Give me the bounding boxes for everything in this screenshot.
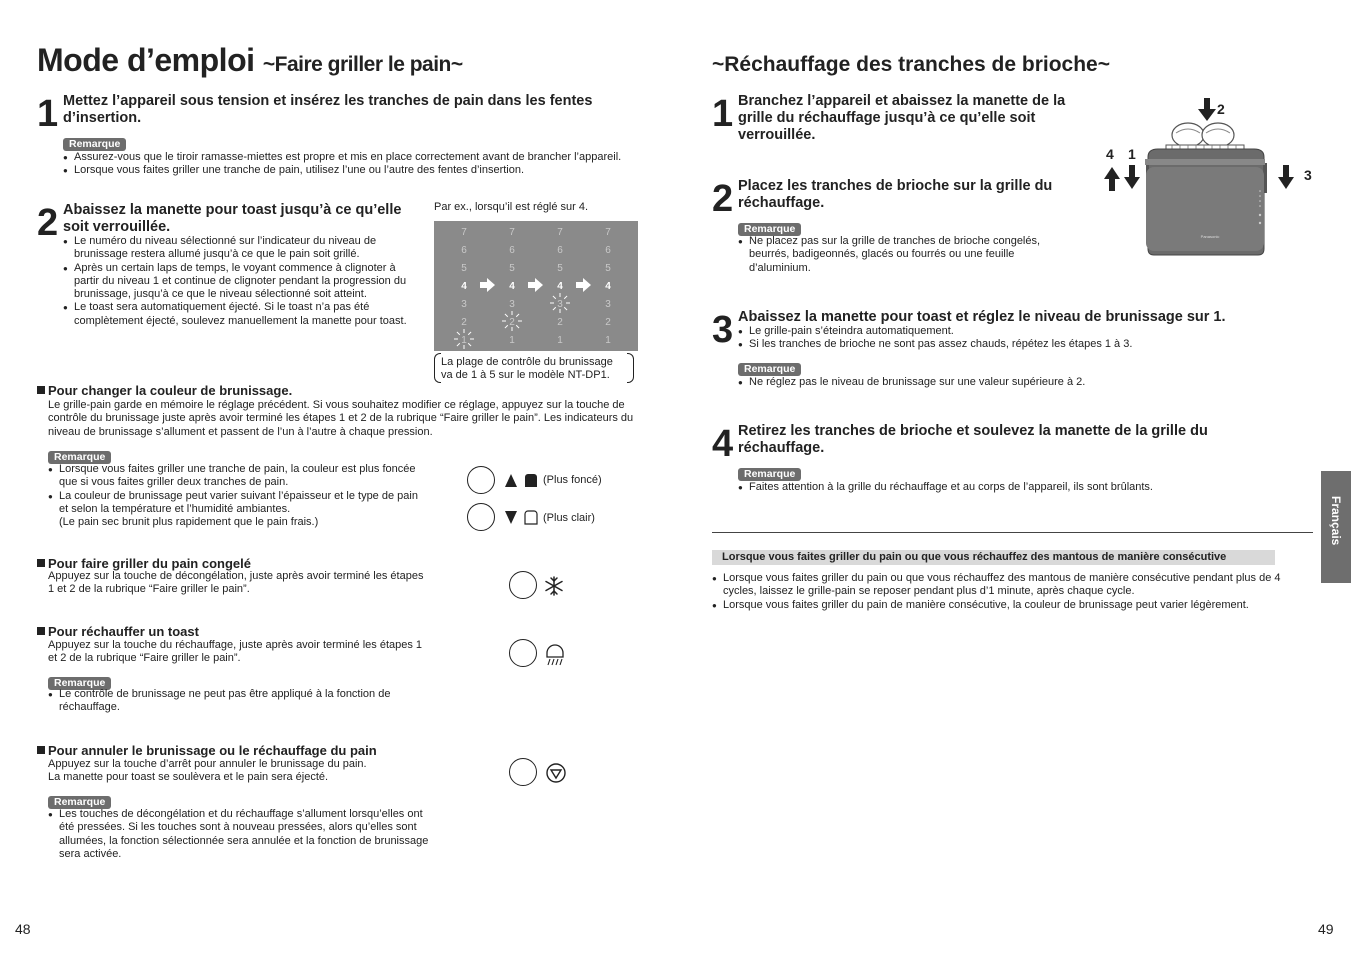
arrow-up-4-icon <box>1104 167 1120 191</box>
figure-label-1: 1 <box>1128 146 1136 162</box>
frozen-section-title <box>37 556 251 571</box>
panel-level-4: 4 <box>461 281 467 292</box>
page-number-right: 49 <box>1318 921 1334 937</box>
panel-level-5: 5 <box>461 263 467 274</box>
arrow-down-1-icon <box>1124 165 1140 189</box>
darker-label: (Plus foncé) <box>543 474 602 486</box>
list-item: ● Lorsque vous faites griller du pain de manière consécutive, la couleur de brunissage peut varier légèrement. <box>712 599 1302 612</box>
remarque-badge: Remarque <box>63 138 126 151</box>
r-step-3-bullets <box>738 325 1278 352</box>
stop-button-circle <box>509 758 537 786</box>
step-1-bullets <box>63 151 623 178</box>
list-item: ● Lorsque vous faites griller une tranche de pain, utilisez l’une ou l’autre des fentes d’insertion. <box>63 164 623 177</box>
list-item: ● Après un certain laps de temps, le voyant commence à clignoter à partir du niveau 1 et continue de clignoter pendant la progression du brunissage, jusqu’à ce que le niveau sélectionné soit atteint. <box>63 262 423 302</box>
figure-label-4: 4 <box>1106 146 1114 162</box>
cancel-body: Appuyez sur la touche d’arrêt pour annuler le brunissage du pain. La manette pour toast se soulèvera et le pain sera éjecté. <box>48 758 367 784</box>
list-item: ● Le grille-pain s’éteindra automatiquement. <box>738 325 1278 338</box>
brioche-buns <box>1172 123 1234 147</box>
step-1-number: 1 <box>37 93 58 135</box>
panel-level-3: 3 <box>509 299 515 310</box>
stop-icon <box>545 762 567 784</box>
step-1-title: Mettez l’appareil sous tension et insérez les tranches de pain dans les fentes d’insertion. <box>63 93 593 126</box>
r-step-4-number: 4 <box>712 423 733 465</box>
panel-level-2: 2 <box>509 317 515 328</box>
example-caption: Par ex., lorsqu’il est réglé sur 4. <box>434 201 589 213</box>
r-step-2-bullets <box>738 235 1073 275</box>
panel-level-3: 3 <box>461 299 467 310</box>
remarque-badge: Remarque <box>48 677 111 690</box>
color-body: Le grille-pain garde en mémoire le réglage précédent. Si vous souhaitez modifier ce réglage, appuyez sur la touche de contrôle du brunissage juste après avoir terminé les étapes 1 et 2 de la rubrique “Faire griller le pain”. Les indicateurs du niveau de brunissage s’allument et passent de l’un à l’autre à chaque pression. <box>48 399 634 438</box>
panel-level-7: 7 <box>461 227 467 238</box>
paren-left <box>434 353 441 383</box>
r-step-3-note-bullets <box>738 376 1278 389</box>
panel-level-7: 7 <box>605 227 611 238</box>
panel-level-1: 1 <box>557 335 563 346</box>
side-tab-label: Français <box>1329 496 1343 546</box>
r-step-2-number: 2 <box>712 178 733 220</box>
remarque-badge: Remarque <box>738 468 801 481</box>
r-step-3-title: Abaissez la manette pour toast et réglez le niveau de brunissage sur 1. <box>738 309 1226 325</box>
defrost-button-circle <box>509 571 537 599</box>
frozen-title-text: Pour faire griller du pain congelé <box>48 556 251 571</box>
list-item: ● Le numéro du niveau sélectionné sur l’indicateur du niveau de brunissage restera allumé jusqu’à ce que le pain soit grillé. <box>63 235 423 262</box>
frozen-body: Appuyez sur la touche de décongélation, juste après avoir terminé les étapes 1 et 2 de la rubrique “Faire griller le pain”. <box>48 570 424 596</box>
remarque-badge: Remarque <box>738 363 801 376</box>
panel-level-5: 5 <box>509 263 515 274</box>
panel-level-4: 4 <box>509 281 515 292</box>
figure-label-3: 3 <box>1304 167 1312 183</box>
darker-button-circle <box>467 466 495 494</box>
language-side-tab <box>1321 471 1351 583</box>
panel-level-1: 1 <box>509 335 515 346</box>
cancel-bullets <box>48 808 433 861</box>
consecutive-bullets <box>712 572 1302 612</box>
panel-level-1: 1 <box>461 335 467 346</box>
page-title <box>37 42 463 79</box>
remarque-badge: Remarque <box>48 451 111 464</box>
r-step-4-note <box>738 464 801 482</box>
panel-level-6: 6 <box>461 245 467 256</box>
panel-level-5: 5 <box>605 263 611 274</box>
panel-level-1: 1 <box>605 335 611 346</box>
title-main: Mode d’emploi <box>37 42 255 78</box>
reheat-bullets <box>48 688 428 715</box>
lighter-button-circle <box>467 503 495 531</box>
arrow-down-2-icon <box>1198 98 1216 121</box>
list-item: ● Lorsque vous faites griller une tranche de pain, la couleur est plus foncée que si vous faites griller deux tranches de pain. <box>48 463 428 490</box>
reheat-title-text: Pour réchauffer un toast <box>48 624 199 639</box>
r-step-2-title: Placez les tranches de brioche sur la grille du réchauffage. <box>738 178 1053 211</box>
panel-level-5: 5 <box>557 263 563 274</box>
list-item: ● La couleur de brunissage peut varier suivant l’épaisseur et le type de pain et selon la température et l’humidité ambiantes. (Le pain sec brunit plus rapidement que le pain frais.) <box>48 490 428 530</box>
panel-caption-box <box>434 353 634 383</box>
paren-right <box>627 353 634 383</box>
remarque-badge: Remarque <box>738 223 801 236</box>
lighter-icon <box>504 509 540 525</box>
browning-indicator-panel <box>434 221 638 351</box>
r-step-1-number: 1 <box>712 93 733 135</box>
arrow-down-3-icon <box>1278 165 1294 189</box>
consecutive-heading: Lorsque vous faites griller du pain ou que vous réchauffez des mantous de manière consécutive <box>712 550 1275 565</box>
panel-level-6: 6 <box>509 245 515 256</box>
list-item: ● Lorsque vous faites griller du pain ou que vous réchauffez des mantous de manière consécutive pendant plus de 4 cycles, laissez le grille-pain se reposer pendant plus d’1 minute, après chaque cycle. <box>712 572 1302 599</box>
r-step-4-title: Retirez les tranches de brioche et soulevez la manette de la grille du réchauffage. <box>738 423 1208 456</box>
list-item: ● Les touches de décongélation et du réchauffage s’allument lorsqu’elles ont été pressées. Si les touches sont à nouveau pressées, alors qu’elles sont allumées, la fonction sélectionnée sera annulée et la fonction de brunissage sera activée. <box>48 808 433 861</box>
panel-level-4: 4 <box>557 281 563 292</box>
panel-level-6: 6 <box>605 245 611 256</box>
step-2-number: 2 <box>37 202 58 244</box>
r-step-3-number: 3 <box>712 309 733 351</box>
r-step-4-bullets <box>738 481 1278 494</box>
panel-caption: La plage de contrôle du brunissage va de 1 à 5 sur le modèle NT-DP1. <box>441 356 613 382</box>
list-item: ● Faites attention à la grille du réchauffage et au corps de l’appareil, ils sont brûlants. <box>738 481 1278 494</box>
panel-level-3: 3 <box>605 299 611 310</box>
color-bullets <box>48 463 428 529</box>
list-item: ● Le contrôle de brunissage ne peut pas être appliqué à la fonction de réchauffage. <box>48 688 428 715</box>
page-number-left: 48 <box>15 921 31 937</box>
cancel-section-title <box>37 743 377 758</box>
panel-level-7: 7 <box>509 227 515 238</box>
r-step-1-title: Branchez l’appareil et abaissez la manette de la grille du réchauffage jusqu’à ce qu’elle soit verrouillée. <box>738 93 1066 143</box>
step-2-bullets <box>63 235 423 328</box>
color-section-title <box>37 383 292 398</box>
panel-level-2: 2 <box>461 317 467 328</box>
r-step-3-note <box>738 359 801 377</box>
title-sub: ~Faire griller le pain~ <box>262 53 463 76</box>
lighter-label: (Plus clair) <box>543 512 595 524</box>
panel-level-2: 2 <box>557 317 563 328</box>
section-divider <box>712 532 1313 533</box>
reheat-icon <box>543 641 567 667</box>
color-title-text: Pour changer la couleur de brunissage. <box>48 383 293 398</box>
reheat-button-circle <box>509 639 537 667</box>
list-item: ● Ne placez pas sur la grille de tranches de brioche congelés, beurrés, badigeonnés, glacés ou fourrés ou une feuille d’aluminium. <box>738 235 1073 275</box>
panel-level-4: 4 <box>605 281 611 292</box>
reheat-section-title <box>37 624 199 639</box>
right-title: ~Réchauffage des tranches de brioche~ <box>712 53 1110 76</box>
cancel-title-text: Pour annuler le brunissage ou le réchauffage du pain <box>48 743 377 758</box>
step-2-title: Abaissez la manette pour toast jusqu’à ce qu’elle soit verrouillée. <box>63 202 402 235</box>
brand-logo-text: Panasonic <box>1200 234 1220 239</box>
panel-level-6: 6 <box>557 245 563 256</box>
remarque-badge: Remarque <box>48 796 111 809</box>
panel-level-2: 2 <box>605 317 611 328</box>
list-item: ● Ne réglez pas le niveau de brunissage sur une valeur supérieure à 2. <box>738 376 1278 389</box>
panel-level-7: 7 <box>557 227 563 238</box>
snowflake-icon <box>543 575 565 597</box>
reheat-body: Appuyez sur la touche du réchauffage, juste après avoir terminé les étapes 1 et 2 de la rubrique “Faire griller le pain”. <box>48 639 423 665</box>
figure-label-2: 2 <box>1217 101 1225 117</box>
list-item: ● Assurez-vous que le tiroir ramasse-miettes est propre et mis en place correctement avant de brancher l’appareil. <box>63 151 623 164</box>
list-item: ● Si les tranches de brioche ne sont pas assez chauds, répétez les étapes 1 à 3. <box>738 338 1278 351</box>
panel-level-3: 3 <box>557 299 563 310</box>
step-1-note <box>63 134 126 152</box>
darker-icon <box>504 472 540 488</box>
list-item: ● Le toast sera automatiquement éjecté. Si le toast n’a pas été complètement éjecté, soulevez manuellement la manette pour toast. <box>63 301 423 328</box>
toaster-illustration <box>1100 95 1320 260</box>
